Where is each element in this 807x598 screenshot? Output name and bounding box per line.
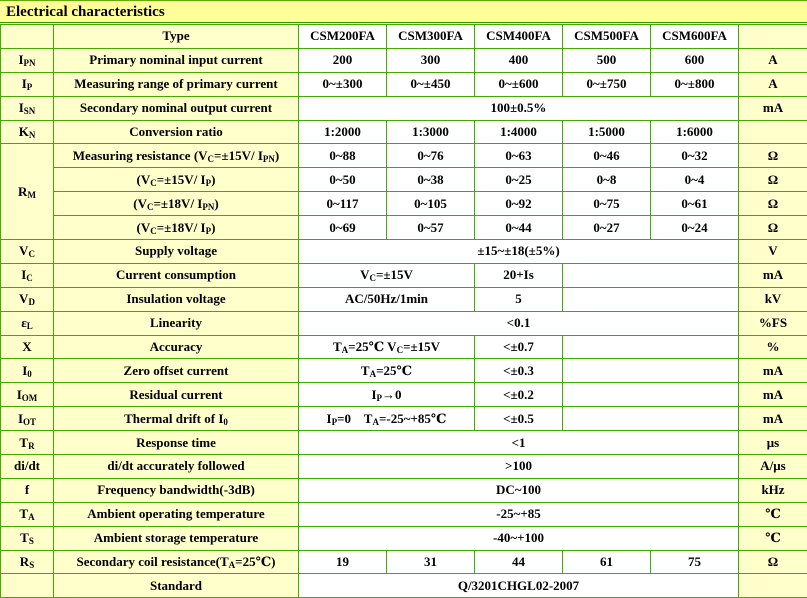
unit-cell: V (739, 240, 807, 264)
table-row (1, 96, 807, 120)
symbol-cell (1, 574, 54, 598)
value-cell: <1 (299, 431, 739, 455)
description-cell: Linearity (54, 311, 299, 335)
symbol-cell: $T_S$ (1, 526, 54, 550)
unit-cell: mA (739, 263, 807, 287)
value-cell: DC~100 (299, 478, 739, 502)
value-cell: 500 (563, 48, 651, 72)
unit-cell: Ω (739, 144, 807, 168)
value-cell: 1:6000 (651, 120, 739, 144)
table-row (1, 287, 807, 311)
description-cell: ($V_C=\pm 15V/$ $I_P$) (54, 168, 299, 192)
symbol-cell: $\varepsilon_L$ (1, 311, 54, 335)
model-header-cell: CSM200FA (299, 25, 387, 49)
model-header-cell: CSM600FA (651, 25, 739, 49)
unit-cell: μs (739, 431, 807, 455)
symbol-cell: $I_P$ (1, 72, 54, 96)
description-cell: Response time (54, 431, 299, 455)
empty-cell (563, 407, 739, 431)
value-cell: 75 (651, 550, 739, 574)
table-row (1, 72, 807, 96)
table-header-row (1, 25, 807, 49)
unit-cell: Ω (739, 550, 807, 574)
value-cell: 44 (475, 550, 563, 574)
value-cell: 61 (563, 550, 651, 574)
symbol-cell: $R_S$ (1, 550, 54, 574)
table-row (1, 168, 807, 192)
description-cell: Ambient storage temperature (54, 526, 299, 550)
table-row (1, 311, 807, 335)
value-cell: ±15~±18(±5%) (299, 240, 739, 264)
unit-cell: A (739, 72, 807, 96)
table-row (1, 526, 807, 550)
symbol-cell: $V_C$ (1, 240, 54, 264)
description-cell: Standard (54, 574, 299, 598)
description-cell: Measuring resistance ($V_C=\pm 15V/$ $I_{PN}$) (54, 144, 299, 168)
description-cell: ($V_C=\pm 18V/$ $I_{PN}$) (54, 192, 299, 216)
description-cell: Primary nominal input current (54, 48, 299, 72)
model-header-cell: CSM500FA (563, 25, 651, 49)
symbol-cell: $R_M$ (1, 144, 54, 240)
empty-cell (563, 335, 739, 359)
value-cell: -40~+100 (299, 526, 739, 550)
value-cell: 1:3000 (387, 120, 475, 144)
value-cell: 0~76 (387, 144, 475, 168)
unit-cell: mA (739, 96, 807, 120)
symbol-cell: $I_{OM}$ (1, 383, 54, 407)
value-cell: 0~57 (387, 216, 475, 240)
table-row (1, 263, 807, 287)
symbol-cell: $I_{OT}$ (1, 407, 54, 431)
value-cell: 0~105 (387, 192, 475, 216)
unit-cell: A (739, 48, 807, 72)
table-row (1, 335, 807, 359)
value-cell: 1:4000 (475, 120, 563, 144)
value-cell: 0~±450 (387, 72, 475, 96)
value-cell: 0~69 (299, 216, 387, 240)
description-cell: Secondary nominal output current (54, 96, 299, 120)
symbol-cell: di/dt (1, 455, 54, 479)
description-cell: Conversion ratio (54, 120, 299, 144)
value-cell: 0~24 (651, 216, 739, 240)
table-row (1, 120, 807, 144)
empty-cell (563, 359, 739, 383)
unit-header-cell (739, 25, 807, 49)
unit-cell (739, 120, 807, 144)
value-cell: 600 (651, 48, 739, 72)
description-cell: Accuracy (54, 335, 299, 359)
unit-cell: mA (739, 407, 807, 431)
value-cell: 0~38 (387, 168, 475, 192)
description-cell: Insulation voltage (54, 287, 299, 311)
unit-cell (739, 574, 807, 598)
symbol-cell: $I_{SN}$ (1, 96, 54, 120)
condition-cell: $I_P\to 0$ (299, 383, 475, 407)
table-row (1, 240, 807, 264)
table-row (1, 550, 807, 574)
value-cell: 31 (387, 550, 475, 574)
description-cell: Current consumption (54, 263, 299, 287)
value-cell: 0~46 (563, 144, 651, 168)
value-cell: 200 (299, 48, 387, 72)
empty-cell (563, 383, 739, 407)
condition-cell: $I_P=0$ $T_A=-25\sim+85℃$ (299, 407, 475, 431)
type-header-cell: Type (54, 25, 299, 49)
value-cell: <±0.2 (475, 383, 563, 407)
table-row (1, 144, 807, 168)
value-cell: 5 (475, 287, 563, 311)
model-header-cell: CSM400FA (475, 25, 563, 49)
value-cell: 0~±800 (651, 72, 739, 96)
empty-cell (563, 287, 739, 311)
description-cell: Residual current (54, 383, 299, 407)
table-row (1, 48, 807, 72)
value-cell: 0~50 (299, 168, 387, 192)
table-row (1, 502, 807, 526)
unit-cell: kV (739, 287, 807, 311)
value-cell: 0~±750 (563, 72, 651, 96)
table-row (1, 574, 807, 598)
table-row (1, 431, 807, 455)
section-title: Electrical characteristics (0, 0, 807, 23)
unit-cell: mA (739, 359, 807, 383)
value-cell: 0~92 (475, 192, 563, 216)
description-cell: Secondary coil $resistance(T_A=25℃)$ (54, 550, 299, 574)
table-row (1, 192, 807, 216)
description-cell: Measuring range of primary current (54, 72, 299, 96)
table-row (1, 383, 807, 407)
symbol-cell: $I_C$ (1, 263, 54, 287)
value-cell: 1:5000 (563, 120, 651, 144)
description-cell: ($V_C=\pm 18V/$ $I_P$) (54, 216, 299, 240)
value-cell: <±0.5 (475, 407, 563, 431)
description-cell: Supply voltage (54, 240, 299, 264)
description-cell: Zero offset current (54, 359, 299, 383)
table-row (1, 478, 807, 502)
value-cell: Q/3201CHGL02-2007 (299, 574, 739, 598)
description-cell: Ambient operating temperature (54, 502, 299, 526)
symbol-cell: f (1, 478, 54, 502)
value-cell: 0~4 (651, 168, 739, 192)
value-cell: 1:2000 (299, 120, 387, 144)
symbol-cell: $T_R$ (1, 431, 54, 455)
electrical-characteristics-table (0, 24, 807, 598)
symbol-cell: $I_{PN}$ (1, 48, 54, 72)
unit-cell: mA (739, 383, 807, 407)
symbol-cell: $T_A$ (1, 502, 54, 526)
value-cell: 400 (475, 48, 563, 72)
value-cell: 0~75 (563, 192, 651, 216)
value-cell: <0.1 (299, 311, 739, 335)
value-cell: 0~44 (475, 216, 563, 240)
value-cell: 0~8 (563, 168, 651, 192)
value-cell: <±0.3 (475, 359, 563, 383)
value-cell: 300 (387, 48, 475, 72)
unit-cell: % (739, 335, 807, 359)
value-cell: 0~117 (299, 192, 387, 216)
symbol-cell: X (1, 335, 54, 359)
value-cell: <±0.7 (475, 335, 563, 359)
unit-cell: kHz (739, 478, 807, 502)
symbol-cell: $V_D$ (1, 287, 54, 311)
condition-cell: $T_A=25℃$ (299, 359, 475, 383)
unit-cell: ℃ (739, 502, 807, 526)
model-header-cell: CSM300FA (387, 25, 475, 49)
value-cell: >100 (299, 455, 739, 479)
table-row (1, 359, 807, 383)
symbol-cell: $I_0$ (1, 359, 54, 383)
value-cell: -25~+85 (299, 502, 739, 526)
table-row (1, 407, 807, 431)
value-cell: 19 (299, 550, 387, 574)
unit-cell: Ω (739, 216, 807, 240)
value-cell: 0~±600 (475, 72, 563, 96)
condition-cell: $T_A=25℃$ $V_C=\pm 15V$ (299, 335, 475, 359)
unit-cell: Ω (739, 192, 807, 216)
empty-cell (563, 263, 739, 287)
description-cell: Thermal drift of $I_0$ (54, 407, 299, 431)
value-cell: 0~±300 (299, 72, 387, 96)
value-cell: 0~61 (651, 192, 739, 216)
condition-cell: AC/50Hz/1min (299, 287, 475, 311)
value-cell: 20+Is (475, 263, 563, 287)
condition-cell: $V_C=\pm 15V$ (299, 263, 475, 287)
symbol-header-cell (1, 25, 54, 49)
value-cell: 0~27 (563, 216, 651, 240)
unit-cell: Ω (739, 168, 807, 192)
table-row (1, 216, 807, 240)
unit-cell: %FS (739, 311, 807, 335)
table-row (1, 455, 807, 479)
symbol-cell: $K_N$ (1, 120, 54, 144)
description-cell: di/dt accurately followed (54, 455, 299, 479)
description-cell: Frequency bandwidth(-3dB) (54, 478, 299, 502)
value-cell: 0~88 (299, 144, 387, 168)
unit-cell: ℃ (739, 526, 807, 550)
value-cell: 0~25 (475, 168, 563, 192)
unit-cell: A/μs (739, 455, 807, 479)
value-cell: 0~32 (651, 144, 739, 168)
value-cell: 100±0.5% (299, 96, 739, 120)
value-cell: 0~63 (475, 144, 563, 168)
